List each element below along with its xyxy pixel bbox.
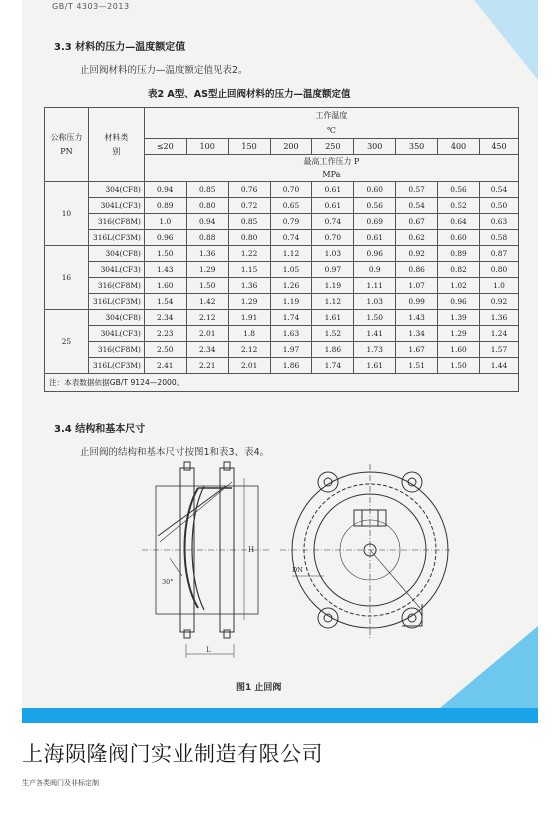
standard-code: GB/T 4303—2013 bbox=[52, 2, 130, 11]
company-name: 上海陨隆阀门实业制造有限公司 bbox=[22, 742, 323, 766]
pressure-value-cell: 0.94 bbox=[144, 182, 186, 198]
pressure-value-cell: 1.50 bbox=[144, 246, 186, 262]
accent-bar bbox=[22, 708, 538, 723]
pressure-value-cell: 2.50 bbox=[144, 342, 186, 358]
table-2-title: 表2 A型、AS型止回阀材料的压力—温度额定值 bbox=[148, 89, 351, 100]
pressure-value-cell: 1.12 bbox=[270, 246, 312, 262]
header-material: 材料类别 bbox=[88, 108, 144, 182]
pressure-value-cell: 0.85 bbox=[186, 182, 228, 198]
table-row bbox=[45, 246, 519, 262]
header-pn: 公称压力PN bbox=[45, 108, 89, 182]
pressure-value-cell: 0.64 bbox=[438, 214, 480, 230]
temp-header-cell: 300 bbox=[354, 139, 396, 155]
company-tagline: 生产各类阀门及非标定制 bbox=[22, 779, 99, 787]
pressure-value-cell: 0.96 bbox=[144, 230, 186, 246]
pn-cell: 25 bbox=[45, 310, 89, 374]
pressure-value-cell: 0.62 bbox=[396, 230, 438, 246]
pressure-value-cell: 0.92 bbox=[479, 294, 518, 310]
pressure-value-cell: 1.29 bbox=[438, 326, 480, 342]
pressure-value-cell: 1.50 bbox=[186, 278, 228, 294]
header-temp: 工作温度 bbox=[144, 108, 518, 124]
pressure-value-cell: 1.03 bbox=[354, 294, 396, 310]
pressure-value-cell: 0.56 bbox=[438, 182, 480, 198]
pn-cell: 16 bbox=[45, 246, 89, 310]
diameter-label: DN bbox=[292, 566, 303, 574]
pressure-value-cell: 0.79 bbox=[270, 214, 312, 230]
section-3-3-title: 3.3 材料的压力—温度额定值 bbox=[54, 42, 186, 53]
pressure-value-cell: 0.87 bbox=[479, 246, 518, 262]
pressure-value-cell: 1.86 bbox=[270, 358, 312, 374]
pressure-value-cell: 1.86 bbox=[312, 342, 354, 358]
temp-header-cell: 100 bbox=[186, 139, 228, 155]
decorative-corner-top bbox=[474, 0, 538, 80]
pressure-value-cell: 2.21 bbox=[186, 358, 228, 374]
pressure-value-cell: 0.94 bbox=[186, 214, 228, 230]
pressure-value-cell: 1.73 bbox=[354, 342, 396, 358]
pressure-value-cell: 1.0 bbox=[144, 214, 186, 230]
material-cell: 316(CF8M) bbox=[88, 278, 144, 294]
temp-header-cell: 200 bbox=[270, 139, 312, 155]
pressure-value-cell: 0.54 bbox=[396, 198, 438, 214]
temp-header-cell: ≤20 bbox=[144, 139, 186, 155]
material-cell: 316L(CF3M) bbox=[88, 358, 144, 374]
pressure-value-cell: 0.52 bbox=[438, 198, 480, 214]
table-row bbox=[45, 278, 519, 294]
pressure-value-cell: 0.54 bbox=[479, 182, 518, 198]
pressure-value-cell: 1.26 bbox=[270, 278, 312, 294]
pressure-value-cell: 1.07 bbox=[396, 278, 438, 294]
pressure-value-cell: 0.70 bbox=[312, 230, 354, 246]
pn-cell: 10 bbox=[45, 182, 89, 246]
pressure-value-cell: 0.97 bbox=[312, 262, 354, 278]
temp-header-cell: 150 bbox=[228, 139, 270, 155]
pressure-value-cell: 1.54 bbox=[144, 294, 186, 310]
pressure-value-cell: 1.36 bbox=[479, 310, 518, 326]
pressure-value-cell: 0.65 bbox=[270, 198, 312, 214]
table-row bbox=[45, 326, 519, 342]
length-label: L bbox=[206, 646, 211, 654]
pressure-value-cell: 0.60 bbox=[438, 230, 480, 246]
section-3-3-body: 止回阀材料的压力—温度额定值见表2。 bbox=[80, 65, 248, 76]
pressure-value-cell: 1.91 bbox=[228, 310, 270, 326]
pressure-value-cell: 1.51 bbox=[396, 358, 438, 374]
pressure-value-cell: 1.97 bbox=[270, 342, 312, 358]
pressure-value-cell: 1.43 bbox=[396, 310, 438, 326]
material-cell: 304L(CF3) bbox=[88, 262, 144, 278]
pressure-value-cell: 1.61 bbox=[354, 358, 396, 374]
table-row bbox=[45, 230, 519, 246]
header-pressure-unit: MPa bbox=[322, 170, 341, 179]
pressure-value-cell: 2.34 bbox=[186, 342, 228, 358]
pressure-value-cell: 0.60 bbox=[354, 182, 396, 198]
header-pressure-label: 最高工作压力 P bbox=[303, 157, 360, 166]
pressure-value-cell: 1.36 bbox=[228, 278, 270, 294]
pressure-value-cell: 0.74 bbox=[270, 230, 312, 246]
material-cell: 304L(CF3) bbox=[88, 326, 144, 342]
pressure-value-cell: 2.23 bbox=[144, 326, 186, 342]
material-cell: 304(CF8) bbox=[88, 246, 144, 262]
pressure-value-cell: 1.57 bbox=[479, 342, 518, 358]
angle-label: 30° bbox=[162, 578, 174, 586]
pressure-value-cell: 1.03 bbox=[312, 246, 354, 262]
pressure-value-cell: 0.70 bbox=[270, 182, 312, 198]
pressure-value-cell: 0.50 bbox=[479, 198, 518, 214]
pressure-value-cell: 1.12 bbox=[312, 294, 354, 310]
pressure-value-cell: 1.22 bbox=[228, 246, 270, 262]
pressure-value-cell: 2.01 bbox=[186, 326, 228, 342]
material-cell: 304(CF8) bbox=[88, 310, 144, 326]
pressure-temperature-table bbox=[44, 107, 519, 392]
pressure-value-cell: 0.57 bbox=[396, 182, 438, 198]
decorative-corner-bottom bbox=[440, 626, 538, 708]
pressure-value-cell: 1.50 bbox=[438, 358, 480, 374]
pressure-value-cell: 1.74 bbox=[270, 310, 312, 326]
table-row bbox=[45, 214, 519, 230]
pressure-value-cell: 0.67 bbox=[396, 214, 438, 230]
pressure-value-cell: 1.15 bbox=[228, 262, 270, 278]
pressure-value-cell: 1.24 bbox=[479, 326, 518, 342]
pressure-value-cell: 1.36 bbox=[186, 246, 228, 262]
material-cell: 304L(CF3) bbox=[88, 198, 144, 214]
pressure-value-cell: 1.0 bbox=[479, 278, 518, 294]
pressure-value-cell: 0.99 bbox=[396, 294, 438, 310]
pressure-value-cell: 0.89 bbox=[438, 246, 480, 262]
temp-header-cell: 350 bbox=[396, 139, 438, 155]
material-cell: 316L(CF3M) bbox=[88, 230, 144, 246]
section-3-4-title: 3.4 结构和基本尺寸 bbox=[54, 424, 146, 435]
pressure-value-cell: 1.8 bbox=[228, 326, 270, 342]
pressure-value-cell: 1.60 bbox=[438, 342, 480, 358]
pressure-value-cell: 0.96 bbox=[438, 294, 480, 310]
figure-caption: 图1 止回阀 bbox=[236, 683, 282, 693]
pressure-value-cell: 1.43 bbox=[144, 262, 186, 278]
temp-header-cell: 400 bbox=[438, 139, 480, 155]
material-cell: 316(CF8M) bbox=[88, 342, 144, 358]
pressure-value-cell: 1.39 bbox=[438, 310, 480, 326]
pressure-value-cell: 0.88 bbox=[186, 230, 228, 246]
pressure-value-cell: 0.69 bbox=[354, 214, 396, 230]
pressure-value-cell: 1.29 bbox=[228, 294, 270, 310]
pressure-value-cell: 0.80 bbox=[479, 262, 518, 278]
pressure-value-cell: 1.34 bbox=[396, 326, 438, 342]
pressure-value-cell: 1.61 bbox=[312, 310, 354, 326]
pressure-value-cell: 0.80 bbox=[186, 198, 228, 214]
material-cell: 304(CF8) bbox=[88, 182, 144, 198]
pressure-value-cell: 0.80 bbox=[228, 230, 270, 246]
pressure-value-cell: 2.34 bbox=[144, 310, 186, 326]
pressure-value-cell: 1.60 bbox=[144, 278, 186, 294]
pressure-value-cell: 0.61 bbox=[312, 182, 354, 198]
pressure-value-cell: 0.58 bbox=[479, 230, 518, 246]
pressure-value-cell: 0.61 bbox=[312, 198, 354, 214]
pressure-value-cell: 0.76 bbox=[228, 182, 270, 198]
pressure-value-cell: 0.61 bbox=[354, 230, 396, 246]
pressure-value-cell: 1.19 bbox=[312, 278, 354, 294]
pressure-value-cell: 1.11 bbox=[354, 278, 396, 294]
pressure-value-cell: 1.74 bbox=[312, 358, 354, 374]
pressure-value-cell: 0.56 bbox=[354, 198, 396, 214]
pressure-value-cell: 0.82 bbox=[438, 262, 480, 278]
pressure-value-cell: 1.41 bbox=[354, 326, 396, 342]
section-3-4-body: 止回阀的结构和基本尺寸按图1和表3、表4。 bbox=[80, 447, 270, 458]
pressure-value-cell: 0.85 bbox=[228, 214, 270, 230]
table-row bbox=[45, 310, 519, 326]
table-row bbox=[45, 182, 519, 198]
pressure-value-cell: 1.02 bbox=[438, 278, 480, 294]
pressure-value-cell: 0.72 bbox=[228, 198, 270, 214]
pressure-value-cell: 0.74 bbox=[312, 214, 354, 230]
pressure-value-cell: 2.12 bbox=[186, 310, 228, 326]
pressure-value-cell: 2.41 bbox=[144, 358, 186, 374]
pressure-value-cell: 0.96 bbox=[354, 246, 396, 262]
material-cell: 316(CF8M) bbox=[88, 214, 144, 230]
check-valve-drawing bbox=[140, 458, 450, 668]
table-row bbox=[45, 198, 519, 214]
pressure-value-cell: 1.44 bbox=[479, 358, 518, 374]
table-row bbox=[45, 358, 519, 374]
pressure-value-cell: 1.63 bbox=[270, 326, 312, 342]
header-temp-unit: ℃ bbox=[144, 123, 518, 139]
pressure-value-cell: 1.50 bbox=[354, 310, 396, 326]
header-pressure bbox=[144, 155, 518, 182]
pressure-value-cell: 0.89 bbox=[144, 198, 186, 214]
pressure-value-cell: 0.92 bbox=[396, 246, 438, 262]
pressure-value-cell: 1.19 bbox=[270, 294, 312, 310]
temp-header-cell: 250 bbox=[312, 139, 354, 155]
table-row bbox=[45, 342, 519, 358]
pressure-value-cell: 2.12 bbox=[228, 342, 270, 358]
temp-header-cell: 450 bbox=[479, 139, 518, 155]
pressure-value-cell: 1.67 bbox=[396, 342, 438, 358]
pressure-value-cell: 0.9 bbox=[354, 262, 396, 278]
material-cell: 316L(CF3M) bbox=[88, 294, 144, 310]
height-label: H bbox=[248, 546, 255, 554]
pressure-value-cell: 1.05 bbox=[270, 262, 312, 278]
pressure-value-cell: 1.42 bbox=[186, 294, 228, 310]
pressure-value-cell: 0.86 bbox=[396, 262, 438, 278]
table-row bbox=[45, 262, 519, 278]
table-note: 注：本表数据依据GB/T 9124—2000。 bbox=[45, 374, 519, 392]
table-row bbox=[45, 294, 519, 310]
pressure-value-cell: 1.52 bbox=[312, 326, 354, 342]
pressure-value-cell: 1.29 bbox=[186, 262, 228, 278]
pressure-value-cell: 2.01 bbox=[228, 358, 270, 374]
pressure-value-cell: 0.63 bbox=[479, 214, 518, 230]
